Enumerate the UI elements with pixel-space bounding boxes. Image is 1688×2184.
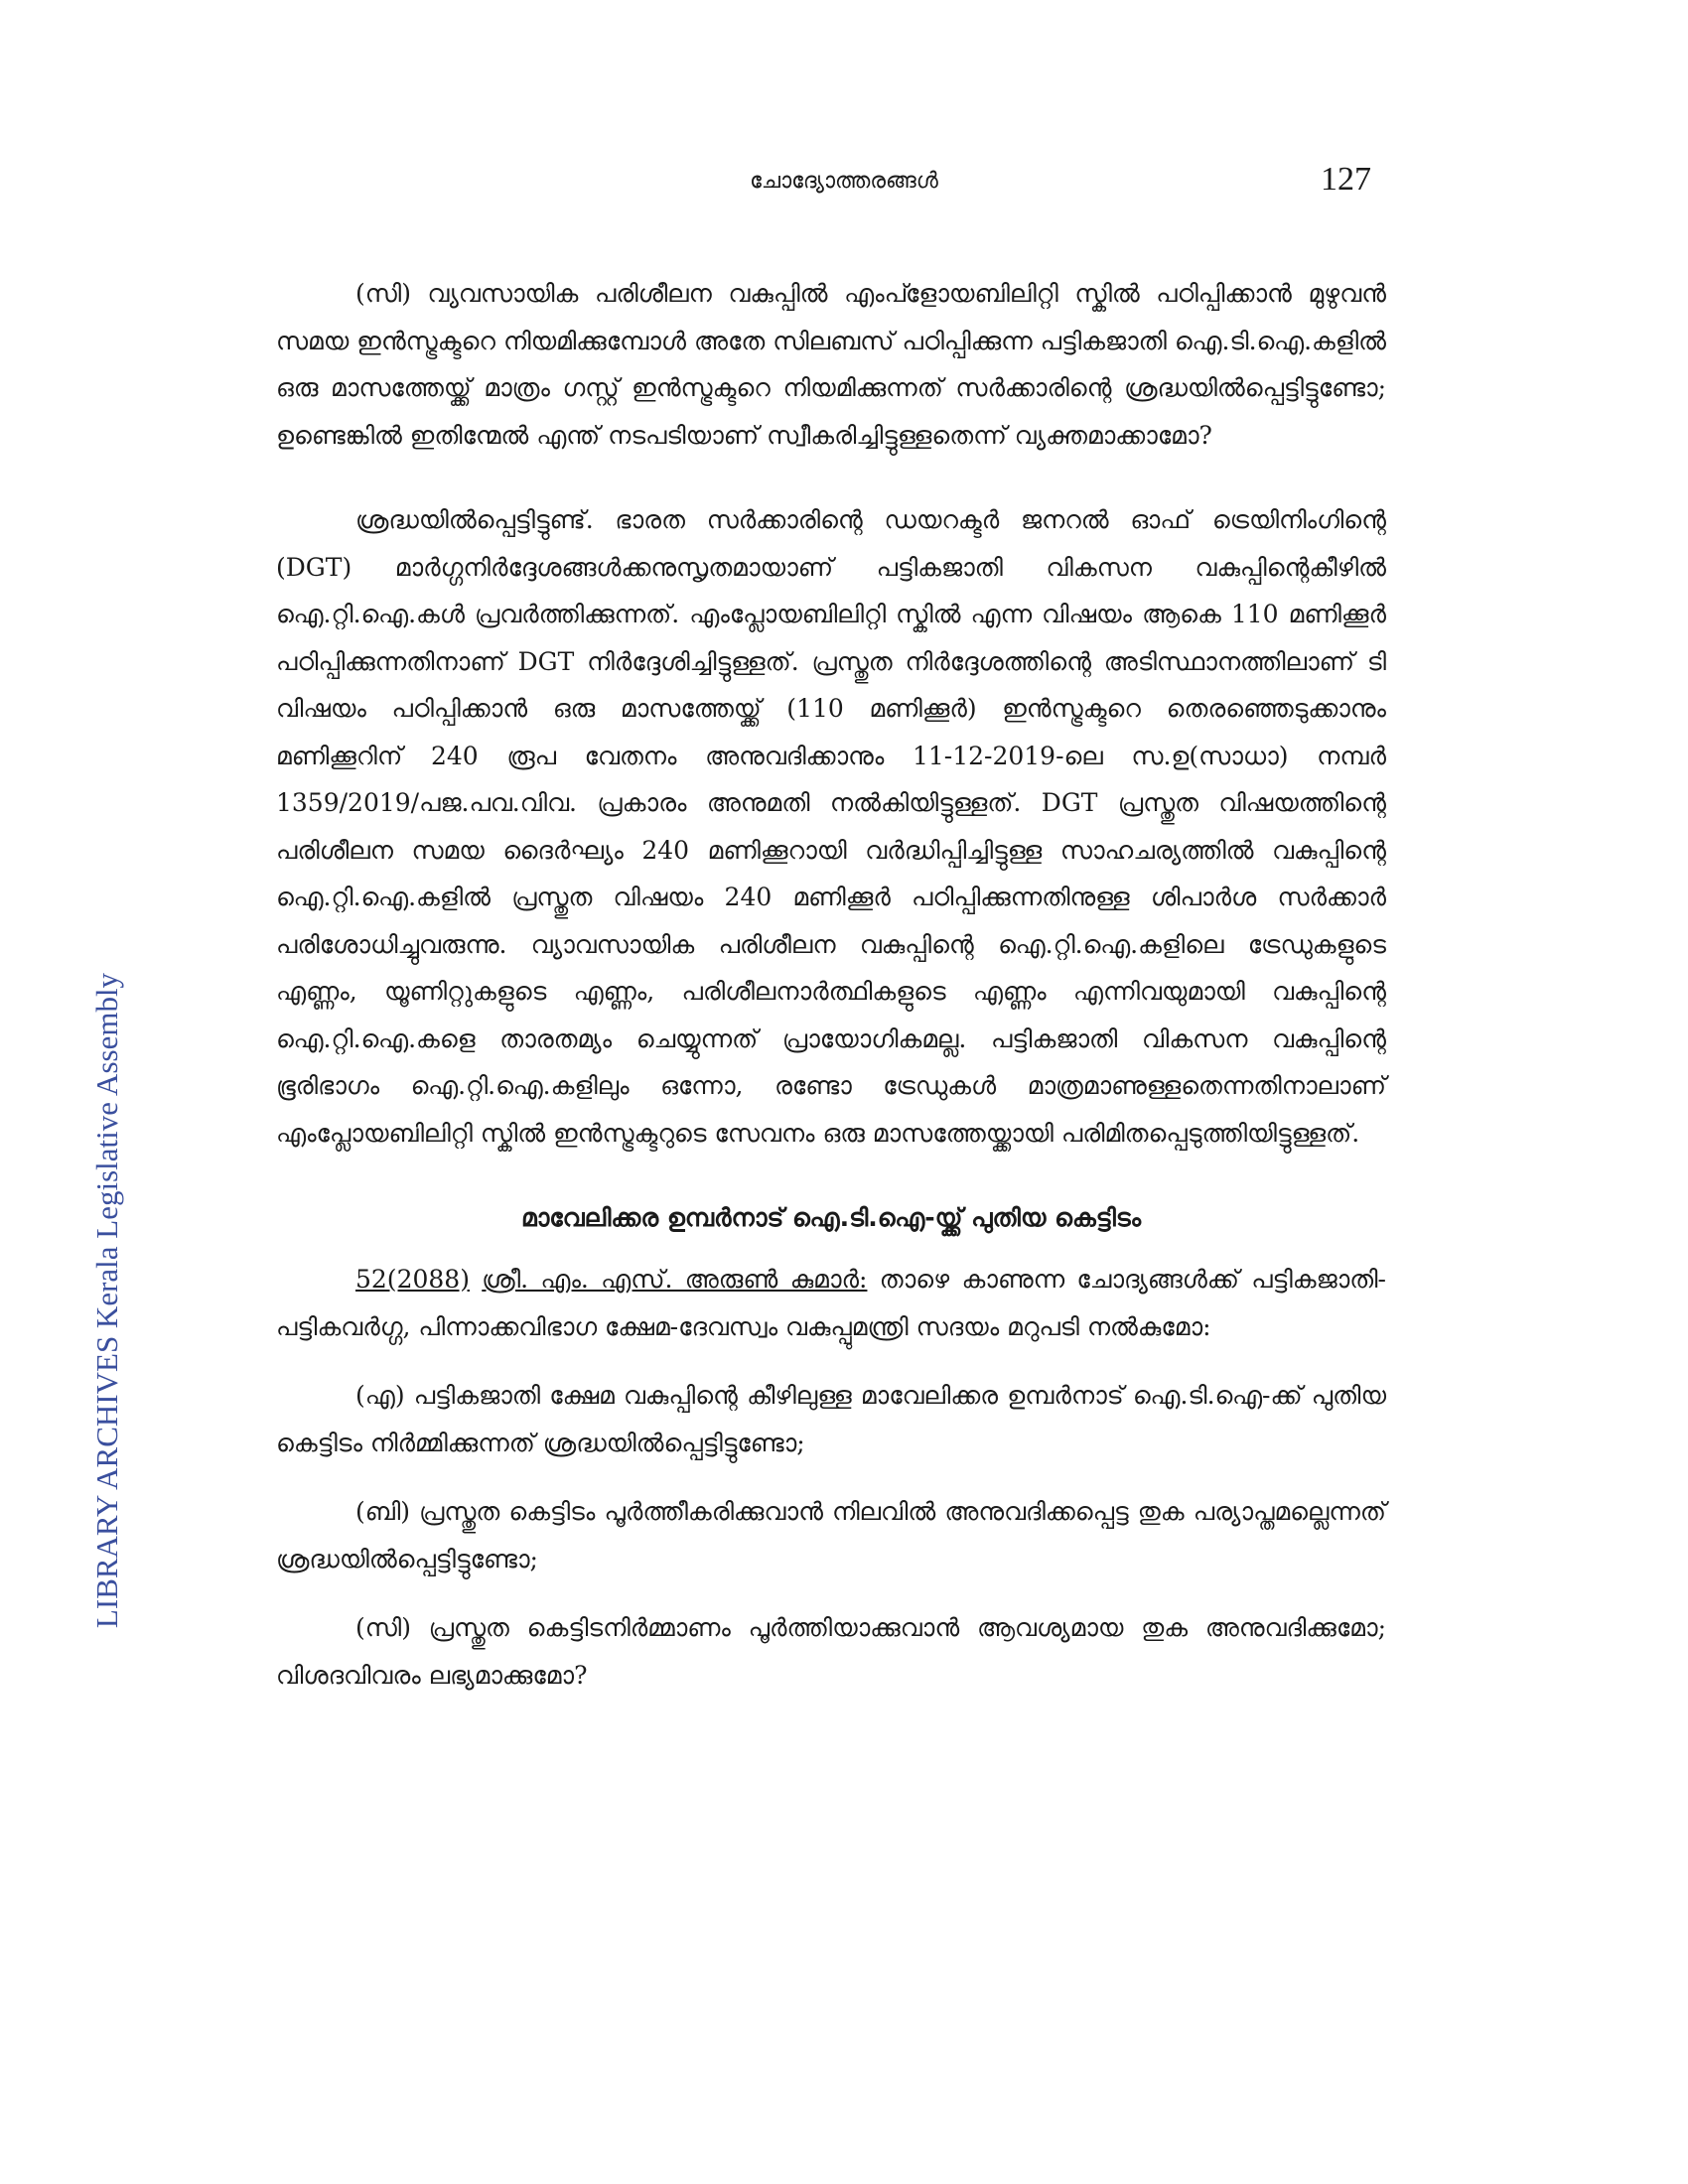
section-heading: മാവേലിക്കര ഉമ്പർനാട് ഐ.ടി.ഐ-യ്ക്ക് പുതിയ കെട്ടിടം bbox=[520, 1203, 1142, 1232]
answer-paragraph: ശ്രദ്ധയിൽപ്പെട്ടിട്ടുണ്ട്. ഭാരത സർക്കാരിന്റെ ഡയറക്ടർ ജനറൽ ഓഫ് ട്രെയിനിംഗിന്റെ (DGT) മാർഗ്ഗനിർദ്ദേശങ്ങൾക്കനുസൃതമായാണ് പട്ടികജാതി വികസന വകുപ്പിന്റെകീഴിൽ ഐ.റ്റി.ഐ.കൾ പ്രവർത്തിക്കുന്നത്. എംപ്ലോയബിലിറ്റി സ്കിൽ എന്ന വിഷയം ആകെ 110 മണിക്കൂർ പഠിപ്പിക്കുന്നതിനാണ് DGT നിർദ്ദേശിച്ചിട്ടുള്ളത്. പ്രസ്തുത നിർദ്ദേശത്തിന്റെ അടിസ്ഥാനത്തിലാണ് ടി വിഷയം പഠിപ്പിക്കാൻ ഒരു മാസത്തേയ്ക്ക് (110 മണിക്കൂർ) ഇൻസ്ട്രക്ടറെ തെരഞ്ഞെടുക്കാനും മണിക്കൂറിന് 240 രൂപ വേതനം അനുവദിക്കാനും 11-12-2019-ലെ സ.ഉ(സാധാ) നമ്പർ 1359/2019/പജ.പവ.വിവ. പ്രകാരം അനുമതി നൽകിയിട്ടുള്ളത്. DGT പ്രസ്തുത വിഷയത്തിന്റെ പരിശീലന സമയ ദൈർഘ്യം 240 മണിക്കൂറായി വർദ്ധിപ്പിച്ചിട്ടുള്ള സാഹചര്യത്തിൽ വകുപ്പിന്റെ ഐ.റ്റി.ഐ.കളിൽ പ്രസ്തുത വിഷയം 240 മണിക്കൂർ പഠിപ്പിക്കുന്നതിനുള്ള ശിപാർശ സർക്കാർ പരിശോധിച്ചുവരുന്നു. വ്യാവസായിക പരിശീലന വകുപ്പിന്റെ ഐ.റ്റി.ഐ.കളിലെ ട്രേഡുകളുടെ എണ്ണം, യൂണിറ്റുകളുടെ എണ്ണം, പരിശീലനാർത്ഥികളുടെ എണ്ണം എന്നിവയുമായി വകുപ്പിന്റെ ഐ.റ്റി.ഐ.കളെ താരതമ്യം ചെയ്യുന്നത് പ്രായോഗികമല്ല. പട്ടികജാതി വികസന വകുപ്പിന്റെ ഭൂരിഭാഗം ഐ.റ്റി.ഐ.കളിലും ഒന്നോ, രണ്ടോ ട്രേഡുകൾ മാത്രമാണുള്ളതെന്നതിനാലാണ് എംപ്ലോയബിലിറ്റി സ്കിൽ ഇൻസ്ട്രക്ടറുടെ സേവനം ഒരു മാസത്തേയ്ക്കായി പരിമിതപ്പെടുത്തിയിട്ടുള്ളത്. bbox=[276, 505, 1386, 1148]
question-c-previous: (സി) വ്യവസായിക പരിശീലന വകുപ്പിൽ എംപ്ളോയബിലിറ്റി സ്കിൽ പഠിപ്പിക്കാൻ മുഴുവൻ സമയ ഇൻസ്ട്രക്ടറെ നിയമിക്കുമ്പോൾ അതേ സിലബസ് പഠിപ്പിക്കുന്ന പട്ടികജാതി ഐ.ടി.ഐ.കളിൽ ഒരു മാസത്തേയ്ക്ക് മാത്രം ഗസ്റ്റ് ഇൻസ്ട്രക്ടറെ നിയമിക്കുന്നത് സർക്കാരിന്റെ ശ്രദ്ധയിൽപ്പെട്ടിട്ടുണ്ടോ; ഉണ്ടെങ്കിൽ ഇതിന്മേൽ എന്ത് നടപടിയാണ് സ്വീകരിച്ചിട്ടുള്ളതെന്ന് വ്യക്തമാക്കാമോ? bbox=[276, 279, 1386, 450]
member-name: ശ്രീ. എം. എസ്. അരുൺ കുമാർ: bbox=[482, 1265, 868, 1294]
question-52-c: (സി) പ്രസ്തുത കെട്ടിടനിർമ്മാണം പൂർത്തിയാക്കുവാൻ ആവശ്യമായ തുക അനുവദിക്കുമോ; വിശദവിവരം ലഭ്യമാക്കുമോ? bbox=[276, 1613, 1386, 1690]
page-body bbox=[276, 270, 1386, 1699]
running-title: ചോദ്യോത്തരങ്ങൾ bbox=[750, 169, 938, 194]
page-number: 127 bbox=[1321, 161, 1371, 198]
question-52-b: (ബി) പ്രസ്തുത കെട്ടിടം പൂർത്തീകരിക്കുവാൻ നിലവിൽ അനുവദിക്കപ്പെട്ട തുക പര്യാപ്തമല്ലെന്നത് ശ്രദ്ധയിൽപ്പെട്ടിട്ടുണ്ടോ; bbox=[276, 1497, 1386, 1573]
question-intro-text: താഴെ കാണുന്ന ചോദ്യങ്ങൾക്ക് പട്ടികജാതി-പട്ടികവർഗ്ഗ, പിന്നാക്കവിഭാഗ ക്ഷേമ-ദേവസ്വം വകുപ്പുമന്ത്രി സദയം മറുപടി നൽകുമോ: bbox=[276, 1265, 1386, 1341]
question-52-a: (എ) പട്ടികജാതി ക്ഷേമ വകുപ്പിന്റെ കീഴിലുള്ള മാവേലിക്കര ഉമ്പർനാട് ഐ.ടി.ഐ-ക്ക് പുതിയ കെട്ടിടം നിർമ്മിക്കുന്നത് ശ്രദ്ധയിൽപ്പെട്ടിട്ടുണ്ടോ; bbox=[276, 1381, 1386, 1457]
question-52-intro bbox=[276, 1256, 1386, 1350]
question-number: 52(2088) bbox=[355, 1265, 470, 1294]
archive-watermark-text: LIBRARY ARCHIVES Kerala Legislative Assembly bbox=[89, 972, 124, 1629]
